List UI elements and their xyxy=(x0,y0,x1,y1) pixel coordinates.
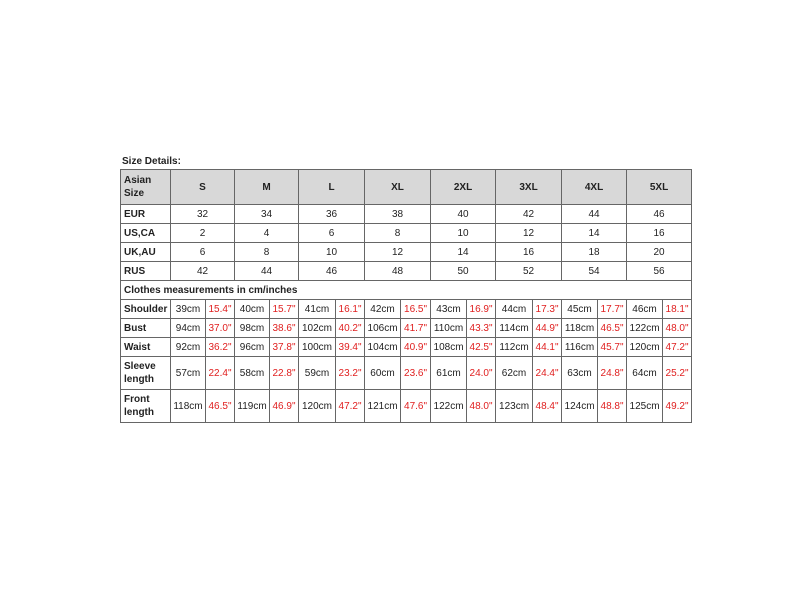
measurement-cm-value: 94cm xyxy=(171,319,206,338)
measurement-inch-value: 44.9" xyxy=(533,319,562,338)
size-header-cell: L xyxy=(299,170,365,205)
measurement-row xyxy=(121,338,692,357)
conversion-value: 48 xyxy=(365,262,431,281)
measurement-cm-value: 120cm xyxy=(299,390,336,423)
size-header-cell: 4XL xyxy=(562,170,627,205)
conversion-value: 32 xyxy=(171,205,235,224)
conversion-label: RUS xyxy=(121,262,171,281)
measurement-inch-value: 40.9" xyxy=(401,338,431,357)
measurement-inch-value: 42.5" xyxy=(467,338,496,357)
measurement-inch-value: 46.5" xyxy=(598,319,627,338)
conversion-row xyxy=(121,205,692,224)
measurement-cm-value: 45cm xyxy=(562,300,598,319)
conversion-label: UK,AU xyxy=(121,243,171,262)
measurement-inch-value: 36.2" xyxy=(206,338,235,357)
conversion-value: 36 xyxy=(299,205,365,224)
measurement-cm-value: 43cm xyxy=(431,300,467,319)
conversion-value: 8 xyxy=(235,243,299,262)
measurement-cm-value: 41cm xyxy=(299,300,336,319)
measurement-cm-value: 104cm xyxy=(365,338,401,357)
measurement-cm-value: 123cm xyxy=(496,390,533,423)
measurement-cm-value: 96cm xyxy=(235,338,270,357)
measurement-cm-value: 58cm xyxy=(235,357,270,390)
measurement-inch-value: 23.2" xyxy=(336,357,365,390)
measurement-inch-value: 47.6" xyxy=(401,390,431,423)
measurement-inch-value: 39.4" xyxy=(336,338,365,357)
measurement-label: Bust xyxy=(121,319,171,338)
conversion-value: 56 xyxy=(627,262,692,281)
measurement-cm-value: 40cm xyxy=(235,300,270,319)
size-header-cell: 2XL xyxy=(431,170,496,205)
measurement-inch-value: 15.4" xyxy=(206,300,235,319)
conversion-value: 14 xyxy=(431,243,496,262)
conversion-value: 12 xyxy=(365,243,431,262)
measurement-cm-value: 92cm xyxy=(171,338,206,357)
measurement-inch-value: 16.1" xyxy=(336,300,365,319)
measurement-label: Sleeve length xyxy=(121,357,171,390)
measurement-cm-value: 108cm xyxy=(431,338,467,357)
conversion-value: 42 xyxy=(171,262,235,281)
measurement-cm-value: 39cm xyxy=(171,300,206,319)
conversion-value: 18 xyxy=(562,243,627,262)
measurement-row xyxy=(121,300,692,319)
conversion-row xyxy=(121,262,692,281)
conversion-value: 46 xyxy=(299,262,365,281)
size-chart-table xyxy=(120,169,692,423)
measurement-inch-value: 44.1" xyxy=(533,338,562,357)
measurement-cm-value: 59cm xyxy=(299,357,336,390)
conversion-value: 44 xyxy=(235,262,299,281)
conversion-label: US,CA xyxy=(121,224,171,243)
measurement-inch-value: 38.6" xyxy=(270,319,299,338)
header-row xyxy=(121,170,692,205)
measurement-inch-value: 47.2" xyxy=(336,390,365,423)
measurement-inch-value: 48.0" xyxy=(467,390,496,423)
conversion-value: 38 xyxy=(365,205,431,224)
measurement-cm-value: 122cm xyxy=(431,390,467,423)
measurement-cm-value: 100cm xyxy=(299,338,336,357)
measurement-cm-value: 118cm xyxy=(171,390,206,423)
measurement-inch-value: 46.5" xyxy=(206,390,235,423)
conversion-row xyxy=(121,243,692,262)
conversion-value: 16 xyxy=(496,243,562,262)
measurement-inch-value: 15.7" xyxy=(270,300,299,319)
measurement-inch-value: 24.8" xyxy=(598,357,627,390)
measurement-cm-value: 44cm xyxy=(496,300,533,319)
measurement-cm-value: 118cm xyxy=(562,319,598,338)
conversion-value: 44 xyxy=(562,205,627,224)
measurement-cm-value: 122cm xyxy=(627,319,663,338)
measurement-inch-value: 43.3" xyxy=(467,319,496,338)
conversion-value: 40 xyxy=(431,205,496,224)
size-details-block xyxy=(120,155,691,423)
measurement-inch-value: 37.8" xyxy=(270,338,299,357)
measurement-inch-value: 40.2" xyxy=(336,319,365,338)
conversion-value: 52 xyxy=(496,262,562,281)
measurement-inch-value: 47.2" xyxy=(663,338,692,357)
measurement-inch-value: 24.0" xyxy=(467,357,496,390)
measurement-inch-value: 17.7" xyxy=(598,300,627,319)
measurement-cm-value: 106cm xyxy=(365,319,401,338)
measurement-cm-value: 42cm xyxy=(365,300,401,319)
conversion-value: 10 xyxy=(299,243,365,262)
measurement-cm-value: 57cm xyxy=(171,357,206,390)
measurement-cm-value: 102cm xyxy=(299,319,336,338)
measurement-row xyxy=(121,390,692,423)
size-header-cell: 5XL xyxy=(627,170,692,205)
conversion-row xyxy=(121,224,692,243)
conversion-value: 42 xyxy=(496,205,562,224)
measurement-inch-value: 49.2" xyxy=(663,390,692,423)
measurement-cm-value: 119cm xyxy=(235,390,270,423)
asian-size-header: Asian Size xyxy=(121,170,171,205)
measurement-inch-value: 17.3" xyxy=(533,300,562,319)
measurement-inch-value: 48.4" xyxy=(533,390,562,423)
conversion-value: 12 xyxy=(496,224,562,243)
measurement-inch-value: 46.9" xyxy=(270,390,299,423)
measurement-cm-value: 98cm xyxy=(235,319,270,338)
measurement-cm-value: 116cm xyxy=(562,338,598,357)
conversion-label: EUR xyxy=(121,205,171,224)
conversion-value: 4 xyxy=(235,224,299,243)
measurement-inch-value: 22.4" xyxy=(206,357,235,390)
size-header-cell: S xyxy=(171,170,235,205)
conversion-value: 46 xyxy=(627,205,692,224)
measurement-inch-value: 18.1" xyxy=(663,300,692,319)
measurement-cm-value: 110cm xyxy=(431,319,467,338)
size-header-cell: M xyxy=(235,170,299,205)
measurement-label: Waist xyxy=(121,338,171,357)
measurement-inch-value: 45.7" xyxy=(598,338,627,357)
measurement-cm-value: 62cm xyxy=(496,357,533,390)
measurement-row xyxy=(121,357,692,390)
measurement-cm-value: 114cm xyxy=(496,319,533,338)
conversion-value: 2 xyxy=(171,224,235,243)
measurement-inch-value: 25.2" xyxy=(663,357,692,390)
measurement-label: Shoulder xyxy=(121,300,171,319)
size-header-cell: 3XL xyxy=(496,170,562,205)
size-header-cell: XL xyxy=(365,170,431,205)
conversion-value: 6 xyxy=(171,243,235,262)
conversion-value: 20 xyxy=(627,243,692,262)
conversion-value: 50 xyxy=(431,262,496,281)
conversion-value: 14 xyxy=(562,224,627,243)
size-details-title: Size Details: xyxy=(122,156,181,167)
measurement-cm-value: 46cm xyxy=(627,300,663,319)
measurement-row xyxy=(121,319,692,338)
conversion-value: 10 xyxy=(431,224,496,243)
measurement-cm-value: 121cm xyxy=(365,390,401,423)
measurement-label: Front length xyxy=(121,390,171,423)
measurement-inch-value: 16.9" xyxy=(467,300,496,319)
measurements-section-row xyxy=(121,281,692,300)
measurement-cm-value: 64cm xyxy=(627,357,663,390)
measurement-inch-value: 37.0" xyxy=(206,319,235,338)
measurement-inch-value: 41.7" xyxy=(401,319,431,338)
measurement-cm-value: 120cm xyxy=(627,338,663,357)
measurement-inch-value: 22.8" xyxy=(270,357,299,390)
conversion-value: 16 xyxy=(627,224,692,243)
measurement-cm-value: 124cm xyxy=(562,390,598,423)
measurements-section-label: Clothes measurements in cm/inches xyxy=(121,281,692,300)
measurement-cm-value: 112cm xyxy=(496,338,533,357)
measurement-inch-value: 48.0" xyxy=(663,319,692,338)
measurement-cm-value: 125cm xyxy=(627,390,663,423)
size-chart-body xyxy=(121,170,692,423)
measurement-inch-value: 24.4" xyxy=(533,357,562,390)
conversion-value: 8 xyxy=(365,224,431,243)
measurement-cm-value: 61cm xyxy=(431,357,467,390)
measurement-inch-value: 48.8" xyxy=(598,390,627,423)
conversion-value: 54 xyxy=(562,262,627,281)
conversion-value: 34 xyxy=(235,205,299,224)
measurement-inch-value: 16.5" xyxy=(401,300,431,319)
conversion-value: 6 xyxy=(299,224,365,243)
measurement-cm-value: 60cm xyxy=(365,357,401,390)
measurement-cm-value: 63cm xyxy=(562,357,598,390)
measurement-inch-value: 23.6" xyxy=(401,357,431,390)
